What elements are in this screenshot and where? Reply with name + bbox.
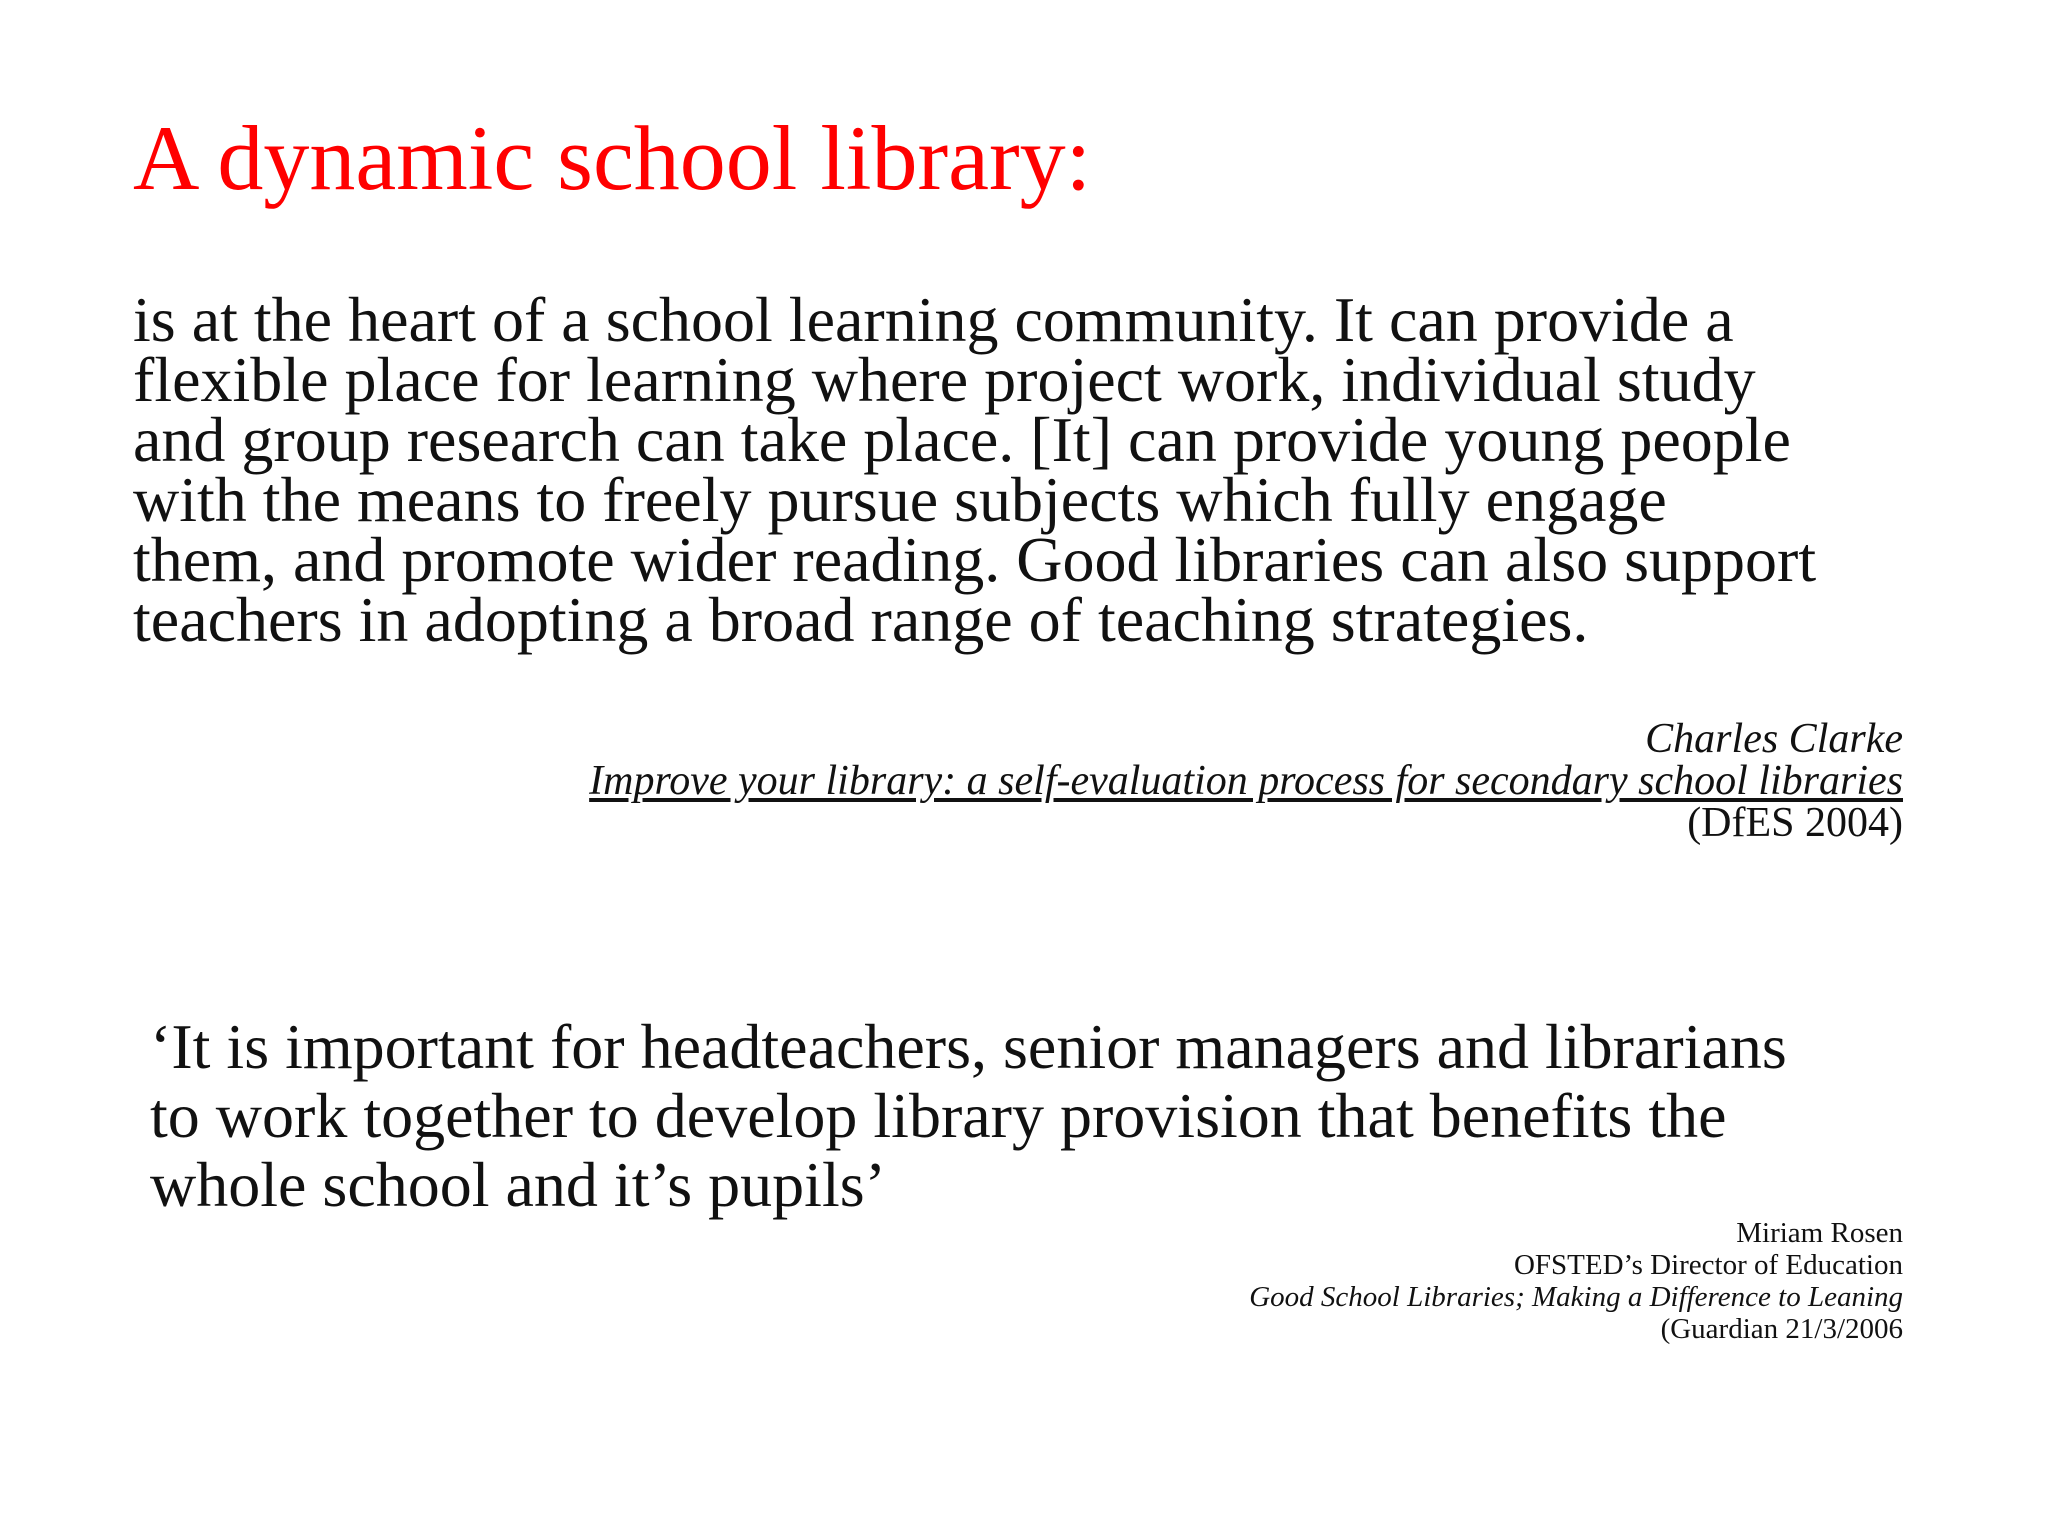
quote-line: whole school and it’s pupils’ [150,1149,886,1220]
quote-line: is at the heart of a school learning community. It can provide a [133,284,1734,355]
attribution-source: (DfES 2004) [1687,800,1903,846]
attribution-work-title: Improve your library: a self-evaluation process for secondary school libraries [589,758,1903,804]
slide-title: A dynamic school library: [133,107,1092,209]
attribution-role: OFSTED’s Director of Education [1513,1249,1903,1281]
clarke-quote [133,284,2013,655]
attribution-work-title: Good School Libraries; Making a Difference to Leaning [1249,1281,1903,1313]
quote-line: ‘It is important for headteachers, senior managers and librarians [150,1011,1787,1082]
rosen-quote [150,1012,2010,1219]
attribution-name: Miriam Rosen [1736,1217,1903,1249]
quote-line: to work together to develop library provision that benefits the [150,1080,1727,1151]
quote-line: teachers in adopting a broad range of teaching strategies. [133,584,1589,655]
quote-line: them, and promote wider reading. Good libraries can also support [133,524,1817,595]
rosen-attribution [1249,1217,1903,1345]
quote-line: flexible place for learning where project work, individual study [133,344,1756,415]
clarke-attribution [589,718,1903,844]
quote-line: with the means to freely pursue subjects which fully engage [133,464,1667,535]
attribution-source: (Guardian 21/3/2006 [1660,1313,1903,1345]
attribution-author: Charles Clarke [1645,716,1903,762]
quote-line: and group research can take place. [It] can provide young people [133,404,1791,475]
